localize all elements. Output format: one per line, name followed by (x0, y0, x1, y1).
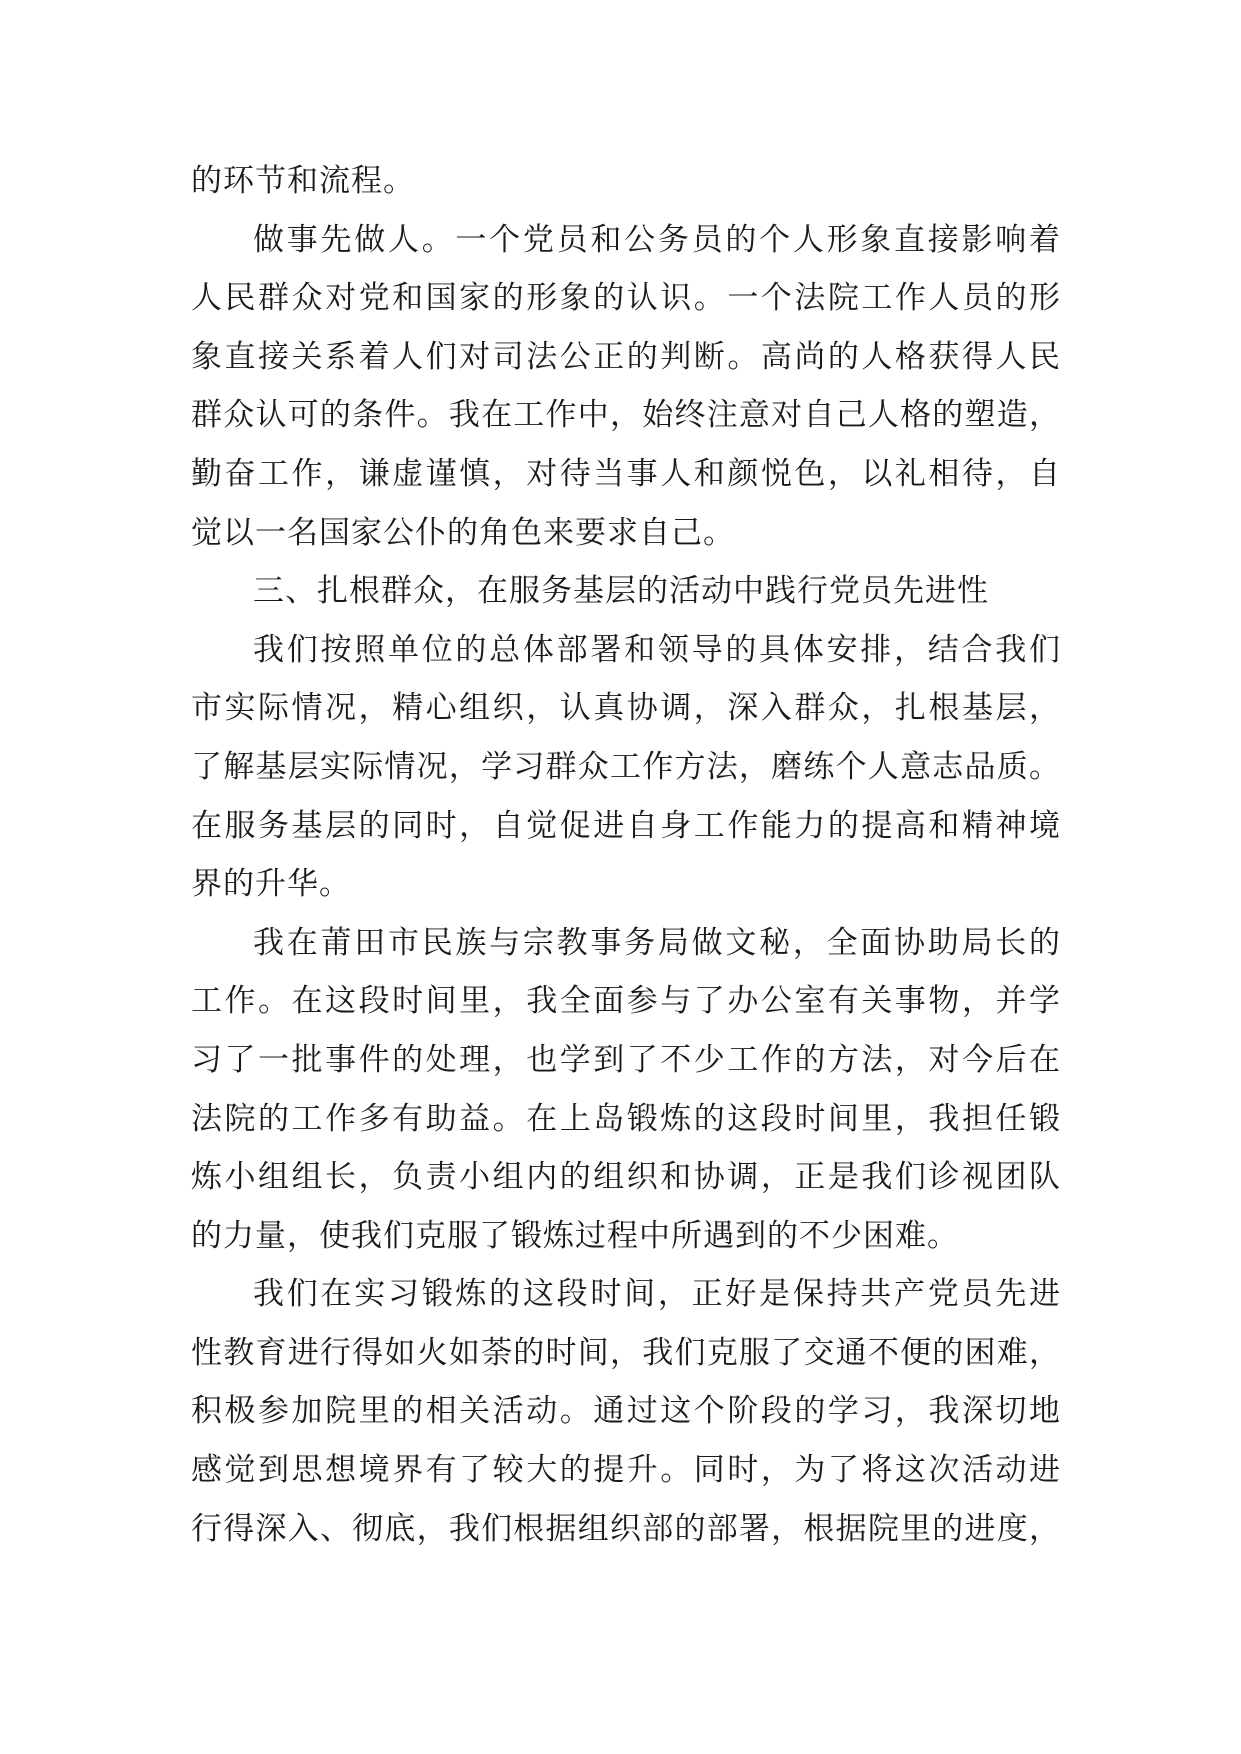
text-line: 感觉到思想境界有了较大的提升。同时，为了将这次活动进 (191, 1452, 1061, 1489)
text-line: 行得深入、彻底，我们根据组织部的部署，根据院里的进度， (191, 1510, 1061, 1547)
text-line: 我们在实习锻炼的这段时间，正好是保持共产党员先进 (253, 1276, 1061, 1313)
text-line: 群众认可的条件。我在工作中，始终注意对自己人格的塑造， (191, 397, 1061, 434)
text-line: 市实际情况，精心组织，认真协调，深入群众，扎根基层， (191, 690, 1061, 727)
text-line: 法院的工作多有助益。在上岛锻炼的这段时间里，我担任锻 (191, 1100, 1061, 1137)
text-line: 我在莆田市民族与宗教事务局做文秘，全面协助局长的 (253, 924, 1061, 961)
text-line: 三、扎根群众，在服务基层的活动中践行党员先进性 (253, 573, 989, 610)
text-line: 勤奋工作，谦虚谨慎，对待当事人和颜悦色，以礼相待，自 (191, 455, 1061, 492)
text-line: 炼小组组长，负责小组内的组织和协调，正是我们诊视团队 (191, 1159, 1061, 1196)
text-line: 做事先做人。一个党员和公务员的个人形象直接影响着 (253, 221, 1061, 258)
text-line: 界的升华。 (191, 866, 351, 903)
text-line: 习了一批事件的处理，也学到了不少工作的方法，对今后在 (191, 1041, 1061, 1078)
text-line: 工作。在这段时间里，我全面参与了办公室有关事物，并学 (191, 983, 1061, 1020)
text-line: 的环节和流程。 (191, 163, 415, 199)
text-line: 我们按照单位的总体部署和领导的具体安排，结合我们 (253, 631, 1061, 668)
text-line: 积极参加院里的相关活动。通过这个阶段的学习，我深切地 (191, 1393, 1061, 1430)
text-line: 觉以一名国家公仆的角色来要求自己。 (191, 514, 735, 551)
document-body (191, 152, 1061, 1558)
text-line: 性教育进行得如火如荼的时间，我们克服了交通不便的困难， (191, 1334, 1061, 1371)
text-line: 的力量，使我们克服了锻炼过程中所遇到的不少困难。 (191, 1217, 959, 1254)
text-line: 人民群众对党和国家的形象的认识。一个法院工作人员的形 (191, 280, 1061, 317)
text-line: 了解基层实际情况，学习群众工作方法，磨练个人意志品质。 (191, 748, 1061, 785)
text-line: 在服务基层的同时，自觉促进自身工作能力的提高和精神境 (191, 807, 1061, 844)
text-line: 象直接关系着人们对司法公正的判断。高尚的人格获得人民 (191, 338, 1061, 375)
